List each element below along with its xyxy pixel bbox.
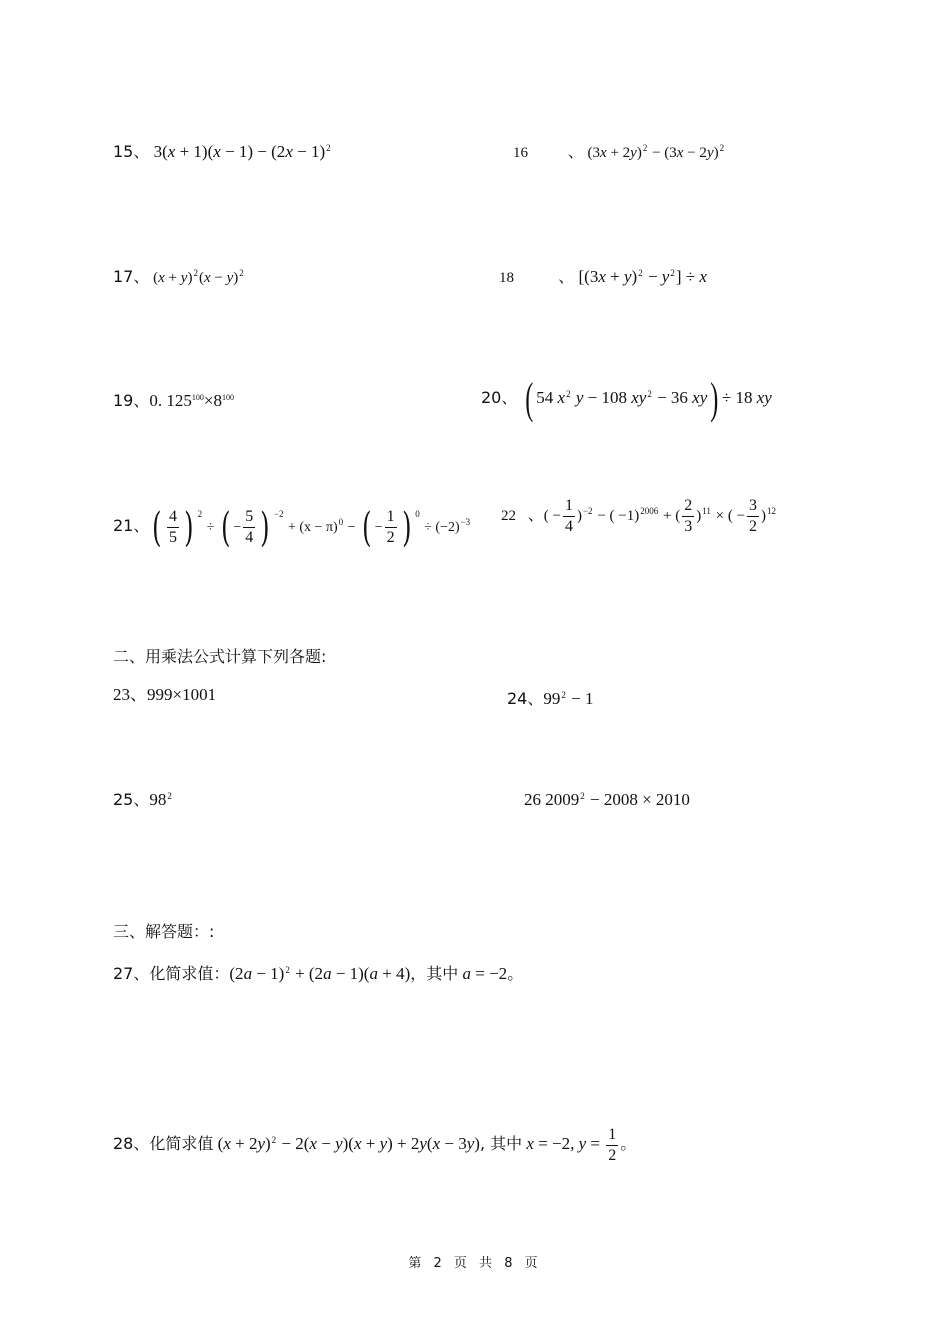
problem-16: 16 、 $(3x + 2y)^2 - (3x - 2y)^2$	[513, 142, 725, 161]
problem-number: 22	[501, 508, 516, 524]
problem-number: 24、	[507, 689, 544, 708]
math-expression: $98^2$	[149, 790, 172, 809]
math-expression: $(2a - 1)^2 + (2a - 1)(a + 4)$	[229, 964, 411, 983]
problem-number: 16	[513, 145, 528, 161]
math-expression: $2009^2 - 2008 \times 2010$	[545, 790, 690, 809]
problem-21	[113, 490, 471, 552]
problem-number: 21、	[113, 516, 150, 535]
page-footer: 第 2 页 共 8 页	[408, 1256, 542, 1271]
math-expression: $(x + 2y)^2 - 2(x - y)(x + y) + 2y(x - 3y)$	[217, 1134, 480, 1153]
problem-28: 28、化简求值 $(x + 2y)^2 - 2(x - y)(x + y) + 2y(x - 3y)$, 其中 x = −2, y = $\frac{1}{2}$ 。	[113, 1125, 637, 1164]
math-expression: ( $\frac{4}{5}$ ) $^2$ ÷ ( − $\frac{5}{4}$ ) $^{-2} + (x - \pi)^0$ − ( − $\frac{1}{2}$ ) $^0 \div (-2)^{-3}$	[152, 504, 471, 551]
math-expression: 0. 125	[149, 391, 192, 410]
math-expression: $99^2 - 1$	[543, 689, 594, 708]
math-expression: $(3x + 2y)^2 - (3x - 2y)^2$	[587, 143, 725, 161]
math-expression: ( 54 $x^2$ y − 108 $xy^2 - 36$ xy) ÷ 18 xy	[524, 374, 772, 424]
problem-23	[113, 684, 216, 706]
condition: x = −2, y = $\frac{1}{2}$	[526, 1125, 617, 1164]
problem-17	[113, 262, 245, 289]
problem-number: 19、	[113, 391, 150, 410]
math-expression: $(x + y)^2(x - y)^2$	[153, 268, 244, 286]
problem-22: 22 、( − $\frac{1}{4}$ )$^{-2}$ − ( −1)$^{2006}$ + ( $\frac{2}{3}$ )$^{11}$ × ( − $\frac{3}{2}$ )$^{12}$	[501, 497, 777, 536]
problem-number: 18	[499, 270, 514, 286]
problem-label: 化简求值：	[149, 964, 230, 983]
problem-label: 化简求值	[149, 1134, 214, 1153]
problem-15	[113, 137, 332, 163]
problem-20	[481, 372, 772, 424]
math-expression: 23、999×1001	[113, 685, 217, 704]
problem-number: 17、	[113, 267, 150, 286]
condition: a = −2	[462, 964, 508, 983]
math-expression: $[(3x + y)^2 - y^2] \div x$	[578, 267, 707, 286]
problem-25	[113, 785, 173, 811]
problem-number: 25、	[113, 790, 150, 809]
problem-number: 20、	[481, 388, 518, 407]
problem-number: 15、	[113, 142, 150, 161]
problem-number: 27、	[113, 964, 150, 983]
problem-number: 26	[524, 790, 541, 809]
problem-18: 18 、 $[(3x + y)^2 - y^2] \div x$	[499, 267, 707, 286]
problem-26	[524, 785, 690, 811]
problem-27: 27、化简求值：$(2a - 1)^2 + (2a - 1)(a + 4)$，其中 a = −2。	[113, 964, 524, 983]
math-expression: ( − $\frac{1}{4}$ )$^{-2}$ − ( −1)$^{2006}$ + ( $\frac{2}{3}$ )$^{11}$ × ( − $\frac{3}{2}$ )$^{12}$	[543, 497, 777, 536]
section-heading: 三、解答题：:	[113, 922, 215, 941]
problem-number: 28、	[113, 1134, 150, 1153]
problem-19: 19、0. $125^{100}\times 8^{100}$	[113, 391, 234, 410]
problem-24	[507, 684, 593, 710]
math-expression: $3(x + 1)(x - 1) - (2x - 1)^2$	[153, 142, 331, 161]
section-heading: 二、用乘法公式计算下列各题:	[113, 647, 327, 666]
